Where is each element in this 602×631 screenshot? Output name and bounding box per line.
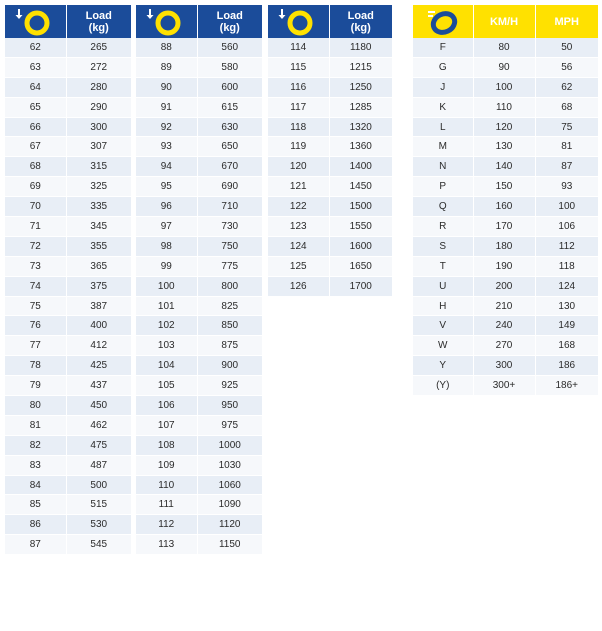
load-index-cell: 103 [136, 336, 197, 356]
mph-cell: 168 [535, 336, 598, 356]
load-kg-cell: 545 [66, 535, 131, 555]
load-kg-cell: 307 [66, 137, 131, 157]
load-kg-header: Load (kg) [66, 5, 131, 38]
table-row [413, 336, 598, 356]
load-index-cell: 62 [5, 38, 66, 57]
table-row [5, 356, 131, 376]
table-row [136, 38, 262, 57]
kmh-cell: 180 [473, 236, 535, 256]
load-index-cell: 64 [5, 77, 66, 97]
load-index-cell: 65 [5, 97, 66, 117]
kmh-cell: 300+ [473, 376, 535, 396]
load-index-cell: 109 [136, 455, 197, 475]
load-kg-cell: 1450 [329, 177, 392, 197]
load-kg-cell: 1400 [329, 157, 392, 177]
load-kg-cell: 1650 [329, 256, 392, 276]
load-index-cell: 94 [136, 157, 197, 177]
table-row [413, 256, 598, 276]
load-index-cell: 67 [5, 137, 66, 157]
table-row [268, 197, 392, 217]
table-row [136, 475, 262, 495]
table-row [268, 57, 392, 77]
load-kg-cell: 475 [66, 435, 131, 455]
load-index-cell: 83 [5, 455, 66, 475]
table-row [136, 415, 262, 435]
table-row [136, 217, 262, 237]
load-kg-cell: 775 [197, 256, 262, 276]
load-kg-cell: 1360 [329, 137, 392, 157]
load-index-cell: 97 [136, 217, 197, 237]
mph-cell: 124 [535, 276, 598, 296]
table-row [5, 157, 131, 177]
load-index-cell: 101 [136, 296, 197, 316]
load-kg-cell: 750 [197, 236, 262, 256]
mph-cell: 87 [535, 157, 598, 177]
speed-symbol-cell: H [413, 296, 473, 316]
table-row [413, 157, 598, 177]
table-row [136, 435, 262, 455]
table-row [5, 57, 131, 77]
kmh-cell: 190 [473, 256, 535, 276]
load-kg-cell: 1030 [197, 455, 262, 475]
load-index-cell: 86 [5, 515, 66, 535]
load-index-cell: 119 [268, 137, 329, 157]
table-row [268, 137, 392, 157]
speed-symbol-cell: U [413, 276, 473, 296]
table-row [5, 117, 131, 137]
load-index-cell: 117 [268, 97, 329, 117]
load-index-cell: 99 [136, 256, 197, 276]
kmh-cell: 300 [473, 356, 535, 376]
mph-header: MPH [535, 5, 598, 38]
table-row [5, 475, 131, 495]
load-index-cell: 87 [5, 535, 66, 555]
table-row [413, 177, 598, 197]
load-kg-cell: 1500 [329, 197, 392, 217]
kmh-cell: 160 [473, 197, 535, 217]
load-table-body [136, 38, 262, 555]
table-row [5, 455, 131, 475]
table-row [5, 137, 131, 157]
load-index-cell: 66 [5, 117, 66, 137]
load-index-cell: 110 [136, 475, 197, 495]
load-index-cell: 74 [5, 276, 66, 296]
table-row [413, 38, 598, 57]
load-index-cell: 120 [268, 157, 329, 177]
load-kg-cell: 580 [197, 57, 262, 77]
table-row [5, 177, 131, 197]
table-row [136, 535, 262, 555]
load-kg-cell: 630 [197, 117, 262, 137]
load-kg-cell: 450 [66, 396, 131, 416]
speed-symbol-cell: F [413, 38, 473, 57]
load-kg-cell: 1600 [329, 236, 392, 256]
table-row [5, 415, 131, 435]
kmh-cell: 150 [473, 177, 535, 197]
load-index-cell: 63 [5, 57, 66, 77]
load-kg-cell: 300 [66, 117, 131, 137]
load-index-cell: 73 [5, 256, 66, 276]
load-index-cell: 111 [136, 495, 197, 515]
load-kg-header: Load (kg) [329, 5, 392, 38]
load-index-cell: 79 [5, 376, 66, 396]
load-index-cell: 125 [268, 256, 329, 276]
load-kg-cell: 290 [66, 97, 131, 117]
load-kg-cell: 925 [197, 376, 262, 396]
table-row [5, 97, 131, 117]
table-row [136, 117, 262, 137]
table-row [5, 515, 131, 535]
mph-cell: 56 [535, 57, 598, 77]
load-index-cell: 93 [136, 137, 197, 157]
mph-cell: 106 [535, 217, 598, 237]
load-index-cell: 105 [136, 376, 197, 396]
mph-cell: 100 [535, 197, 598, 217]
load-kg-cell: 1285 [329, 97, 392, 117]
load-index-cell: 108 [136, 435, 197, 455]
load-index-cell: 116 [268, 77, 329, 97]
load-index-cell: 78 [5, 356, 66, 376]
table-row [136, 57, 262, 77]
load-kg-cell: 272 [66, 57, 131, 77]
load-index-cell: 118 [268, 117, 329, 137]
load-index-cell: 90 [136, 77, 197, 97]
speed-symbol-cell: S [413, 236, 473, 256]
speed-table-body [413, 38, 598, 396]
load-index-header [268, 5, 329, 38]
kmh-cell: 140 [473, 157, 535, 177]
table-row [136, 236, 262, 256]
mph-cell: 130 [535, 296, 598, 316]
kmh-cell: 240 [473, 316, 535, 336]
table-row [5, 495, 131, 515]
load-index-cell: 70 [5, 197, 66, 217]
load-kg-cell: 1700 [329, 276, 392, 296]
speed-symbol-cell: P [413, 177, 473, 197]
table-row [413, 137, 598, 157]
table-row [413, 316, 598, 336]
table-row [268, 97, 392, 117]
speed-symbol-cell: R [413, 217, 473, 237]
load-kg-cell: 400 [66, 316, 131, 336]
load-kg-cell: 1180 [329, 38, 392, 57]
speed-symbol-cell: (Y) [413, 376, 473, 396]
load-kg-cell: 670 [197, 157, 262, 177]
load-kg-cell: 345 [66, 217, 131, 237]
table-row [136, 495, 262, 515]
table-row [136, 177, 262, 197]
table-row [136, 77, 262, 97]
table-row [413, 276, 598, 296]
table-row [413, 376, 598, 396]
table-row [136, 455, 262, 475]
load-index-cell: 82 [5, 435, 66, 455]
load-kg-cell: 875 [197, 336, 262, 356]
table-row [5, 396, 131, 416]
speed-symbol-cell: W [413, 336, 473, 356]
tire-load-index-icon [276, 7, 320, 37]
load-kg-cell: 425 [66, 356, 131, 376]
load-index-cell: 92 [136, 117, 197, 137]
load-table-body [268, 38, 392, 296]
load-kg-cell: 615 [197, 97, 262, 117]
table-row [136, 376, 262, 396]
kmh-cell: 80 [473, 38, 535, 57]
speed-symbol-cell: G [413, 57, 473, 77]
table-row [5, 296, 131, 316]
tire-load-index-icon [144, 7, 188, 37]
mph-cell: 62 [535, 77, 598, 97]
load-index-cell: 80 [5, 396, 66, 416]
load-kg-cell: 280 [66, 77, 131, 97]
load-kg-cell: 1120 [197, 515, 262, 535]
load-index-cell: 75 [5, 296, 66, 316]
kmh-cell: 200 [473, 276, 535, 296]
load-kg-cell: 325 [66, 177, 131, 197]
load-kg-cell: 412 [66, 336, 131, 356]
load-kg-cell: 950 [197, 396, 262, 416]
load-index-cell: 95 [136, 177, 197, 197]
load-kg-cell: 800 [197, 276, 262, 296]
table-row [136, 157, 262, 177]
mph-cell: 75 [535, 117, 598, 137]
load-kg-cell: 650 [197, 137, 262, 157]
table-row [136, 296, 262, 316]
speed-symbol-cell: V [413, 316, 473, 336]
speed-symbol-cell: T [413, 256, 473, 276]
table-row [413, 296, 598, 316]
load-kg-cell: 900 [197, 356, 262, 376]
load-kg-cell: 1060 [197, 475, 262, 495]
table-row [5, 77, 131, 97]
load-kg-cell: 265 [66, 38, 131, 57]
speed-symbol-cell: J [413, 77, 473, 97]
load-kg-cell: 365 [66, 256, 131, 276]
table-row [413, 197, 598, 217]
table-row [268, 177, 392, 197]
table-row [136, 316, 262, 336]
load-index-cell: 81 [5, 415, 66, 435]
load-index-cell: 104 [136, 356, 197, 376]
mph-cell: 93 [535, 177, 598, 197]
load-index-cell: 107 [136, 415, 197, 435]
load-index-cell: 100 [136, 276, 197, 296]
table-row [413, 236, 598, 256]
load-kg-cell: 1000 [197, 435, 262, 455]
table-row [136, 336, 262, 356]
table-row [136, 356, 262, 376]
load-index-cell: 69 [5, 177, 66, 197]
load-kg-cell: 1150 [197, 535, 262, 555]
mph-cell: 149 [535, 316, 598, 336]
load-index-cell: 124 [268, 236, 329, 256]
load-index-table-2 [136, 5, 262, 555]
table-row [268, 38, 392, 57]
load-index-cell: 106 [136, 396, 197, 416]
load-index-cell: 96 [136, 197, 197, 217]
kmh-cell: 120 [473, 117, 535, 137]
mph-cell: 186 [535, 356, 598, 376]
load-kg-cell: 1090 [197, 495, 262, 515]
kmh-cell: 170 [473, 217, 535, 237]
mph-cell: 68 [535, 97, 598, 117]
load-index-table-1 [5, 5, 131, 555]
kmh-cell: 100 [473, 77, 535, 97]
load-index-cell: 91 [136, 97, 197, 117]
table-row [5, 535, 131, 555]
load-kg-cell: 462 [66, 415, 131, 435]
load-kg-cell: 1215 [329, 57, 392, 77]
load-index-cell: 121 [268, 177, 329, 197]
load-index-cell: 88 [136, 38, 197, 57]
table-row [5, 336, 131, 356]
load-kg-cell: 690 [197, 177, 262, 197]
load-index-cell: 112 [136, 515, 197, 535]
table-row [5, 435, 131, 455]
load-kg-cell: 1550 [329, 217, 392, 237]
table-row [136, 197, 262, 217]
load-index-table-3 [268, 5, 392, 297]
load-kg-cell: 500 [66, 475, 131, 495]
table-row [413, 117, 598, 137]
tire-speed-rating-icon [421, 7, 465, 37]
load-kg-cell: 825 [197, 296, 262, 316]
table-row [136, 256, 262, 276]
load-kg-cell: 375 [66, 276, 131, 296]
table-row [5, 316, 131, 336]
kmh-cell: 110 [473, 97, 535, 117]
mph-cell: 186+ [535, 376, 598, 396]
load-kg-cell: 387 [66, 296, 131, 316]
load-index-cell: 68 [5, 157, 66, 177]
load-index-cell: 122 [268, 197, 329, 217]
mph-cell: 81 [535, 137, 598, 157]
table-row [5, 217, 131, 237]
load-kg-cell: 1250 [329, 77, 392, 97]
table-row [268, 256, 392, 276]
mph-cell: 112 [535, 236, 598, 256]
table-row [268, 117, 392, 137]
load-index-cell: 72 [5, 236, 66, 256]
table-row [5, 197, 131, 217]
table-row [413, 97, 598, 117]
table-row [268, 236, 392, 256]
load-index-cell: 113 [136, 535, 197, 555]
load-kg-cell: 730 [197, 217, 262, 237]
table-row [413, 57, 598, 77]
table-row [268, 157, 392, 177]
load-kg-cell: 560 [197, 38, 262, 57]
load-index-cell: 115 [268, 57, 329, 77]
load-kg-cell: 487 [66, 455, 131, 475]
table-row [5, 276, 131, 296]
load-kg-cell: 335 [66, 197, 131, 217]
table-row [268, 77, 392, 97]
load-kg-cell: 315 [66, 157, 131, 177]
load-index-cell: 71 [5, 217, 66, 237]
table-row [413, 77, 598, 97]
load-kg-cell: 355 [66, 236, 131, 256]
table-row [136, 515, 262, 535]
table-row [5, 376, 131, 396]
load-kg-cell: 850 [197, 316, 262, 336]
speed-symbol-cell: L [413, 117, 473, 137]
kmh-cell: 90 [473, 57, 535, 77]
load-index-cell: 77 [5, 336, 66, 356]
speed-symbol-header [413, 5, 473, 38]
table-row [413, 356, 598, 376]
load-kg-cell: 515 [66, 495, 131, 515]
kmh-cell: 270 [473, 336, 535, 356]
load-kg-cell: 1320 [329, 117, 392, 137]
load-kg-cell: 437 [66, 376, 131, 396]
mph-cell: 50 [535, 38, 598, 57]
speed-symbol-cell: M [413, 137, 473, 157]
load-kg-cell: 710 [197, 197, 262, 217]
load-index-cell: 123 [268, 217, 329, 237]
load-kg-cell: 600 [197, 77, 262, 97]
table-row [268, 217, 392, 237]
load-index-cell: 126 [268, 276, 329, 296]
tire-load-index-icon [13, 7, 57, 37]
load-index-cell: 102 [136, 316, 197, 336]
speed-symbol-cell: Q [413, 197, 473, 217]
table-row [413, 217, 598, 237]
table-row [5, 236, 131, 256]
table-row [5, 38, 131, 57]
table-row [5, 256, 131, 276]
kmh-cell: 210 [473, 296, 535, 316]
load-kg-cell: 975 [197, 415, 262, 435]
speed-symbol-cell: N [413, 157, 473, 177]
load-kg-cell: 530 [66, 515, 131, 535]
speed-rating-table [413, 5, 598, 396]
mph-cell: 118 [535, 256, 598, 276]
load-index-cell: 114 [268, 38, 329, 57]
load-index-header [136, 5, 197, 38]
load-index-cell: 98 [136, 236, 197, 256]
table-row [136, 137, 262, 157]
load-table-body [5, 38, 131, 555]
load-index-cell: 84 [5, 475, 66, 495]
kmh-header: KM/H [473, 5, 535, 38]
load-index-cell: 85 [5, 495, 66, 515]
speed-symbol-cell: Y [413, 356, 473, 376]
load-kg-header: Load (kg) [197, 5, 262, 38]
load-index-header [5, 5, 66, 38]
table-row [136, 97, 262, 117]
load-index-cell: 89 [136, 57, 197, 77]
speed-symbol-cell: K [413, 97, 473, 117]
load-index-cell: 76 [5, 316, 66, 336]
table-row [136, 396, 262, 416]
kmh-cell: 130 [473, 137, 535, 157]
table-row [136, 276, 262, 296]
table-row [268, 276, 392, 296]
